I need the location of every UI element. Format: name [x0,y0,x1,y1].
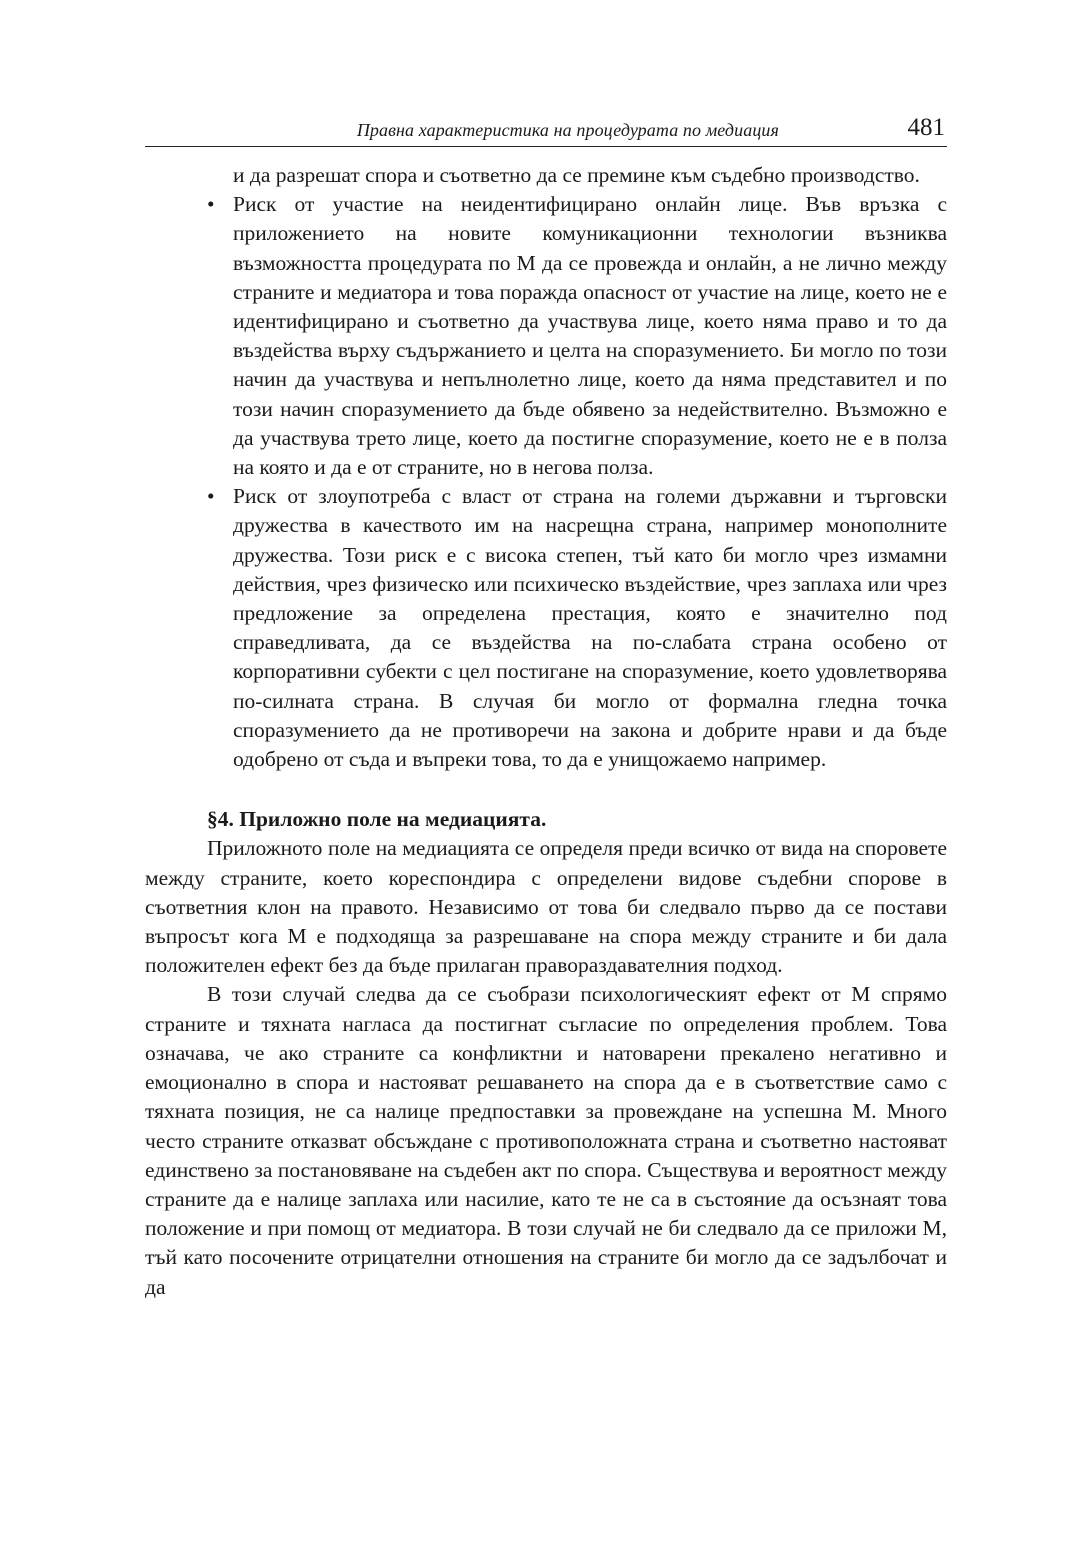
bullet-marker: • [207,484,215,509]
running-title: Правна характеристика на процедурата по медиация [356,120,779,140]
body-paragraph: Приложното поле на медиацията се определя преди всичко от вида на споровете между страните, което кореспондира с определени видове съдебни спорове в съответния клон на правото. Независимо от това би следвало първо да се постави въпросът кога М е подходяща за разрешаване на спора между страните и би дала положителен ефект без да бъде прилаган правораздавателния подход. [145,836,947,978]
risk-list-item [207,190,947,482]
body-paragraph: В този случай следва да се съобрази психологическият ефект от М спрямо страните и тяхната нагласа да постигнат съгласие по определения проблем. Това означава, че ако страните са конфликтни и натоварени прекалено негативно и емоционално в спора и настояват решаването на спора да е в съответствие само с тяхната позиция, не са налице предпоставки за провеждане на успешна М. Много често страните отказват обсъждане с противоположната страна и съответно настояват единствено за постановяване на съдебен акт по спора. Съществува и вероятност между страните да е налице заплаха или насилие, като те не са в състояние да осъзнаят това положение и при помощ от медиатора. В този случай не би следвало да се приложи М, тъй като посочените отрицателни отношения на страните би могло да се задълбочат и да [145,982,947,1299]
page-number: 481 [907,114,945,141]
risk-text: Риск от участие на неидентифицирано онлайн лице. Във връзка с приложението на новите комуникационни технологии възниква възможността процедурата по М да се провежда и онлайн, а не лично между страните и медиатора и това поражда опасност от участие на лице, което не е идентифицирано и съответно да участвува лице, което няма право и то да въздейства върху съдържанието и целта на споразумението. Би могло по този начин да участвува и непълнолетно лице, което да няма представител и по този начин споразумението да бъде обявено за недействително. Възможно е да участвува трето лице, което да постигне споразумение, което не е в полза на която и да е от страните, но в негова полза. [233,192,947,480]
risk-text: Риск от злоупотреба с власт от страна на големи държавни и търговски дружества в качеството им на насрещна страна, например монополните дружества. Този риск е с висока степен, тъй като би могло чрез измамни действия, чрез физическо или психическо въздействие, чрез заплаха или чрез предложение за определена престация, която е значително под справедливата, да се въздейства на по-слабата страна особено от корпоративни субекти с цел постигане на споразумение, което удовлетворява по-силната страна. В случая би могло от формална гледна точка споразумението да не противоречи на закона и добрите нрави и да бъде одобрено от съда и въпреки това, то да е унищожаемо например. [233,484,947,772]
bullet-marker: • [207,192,215,217]
running-header [145,110,947,147]
section-heading: §4. Приложно поле на медиацията. [207,807,547,832]
risk-list [145,190,947,774]
risk-list-item [207,482,947,774]
book-page [145,110,947,1302]
continued-bullet-text: и да разрешат спора и съответно да се премине към съдебно производство. [233,163,920,187]
page-body [145,161,947,1302]
